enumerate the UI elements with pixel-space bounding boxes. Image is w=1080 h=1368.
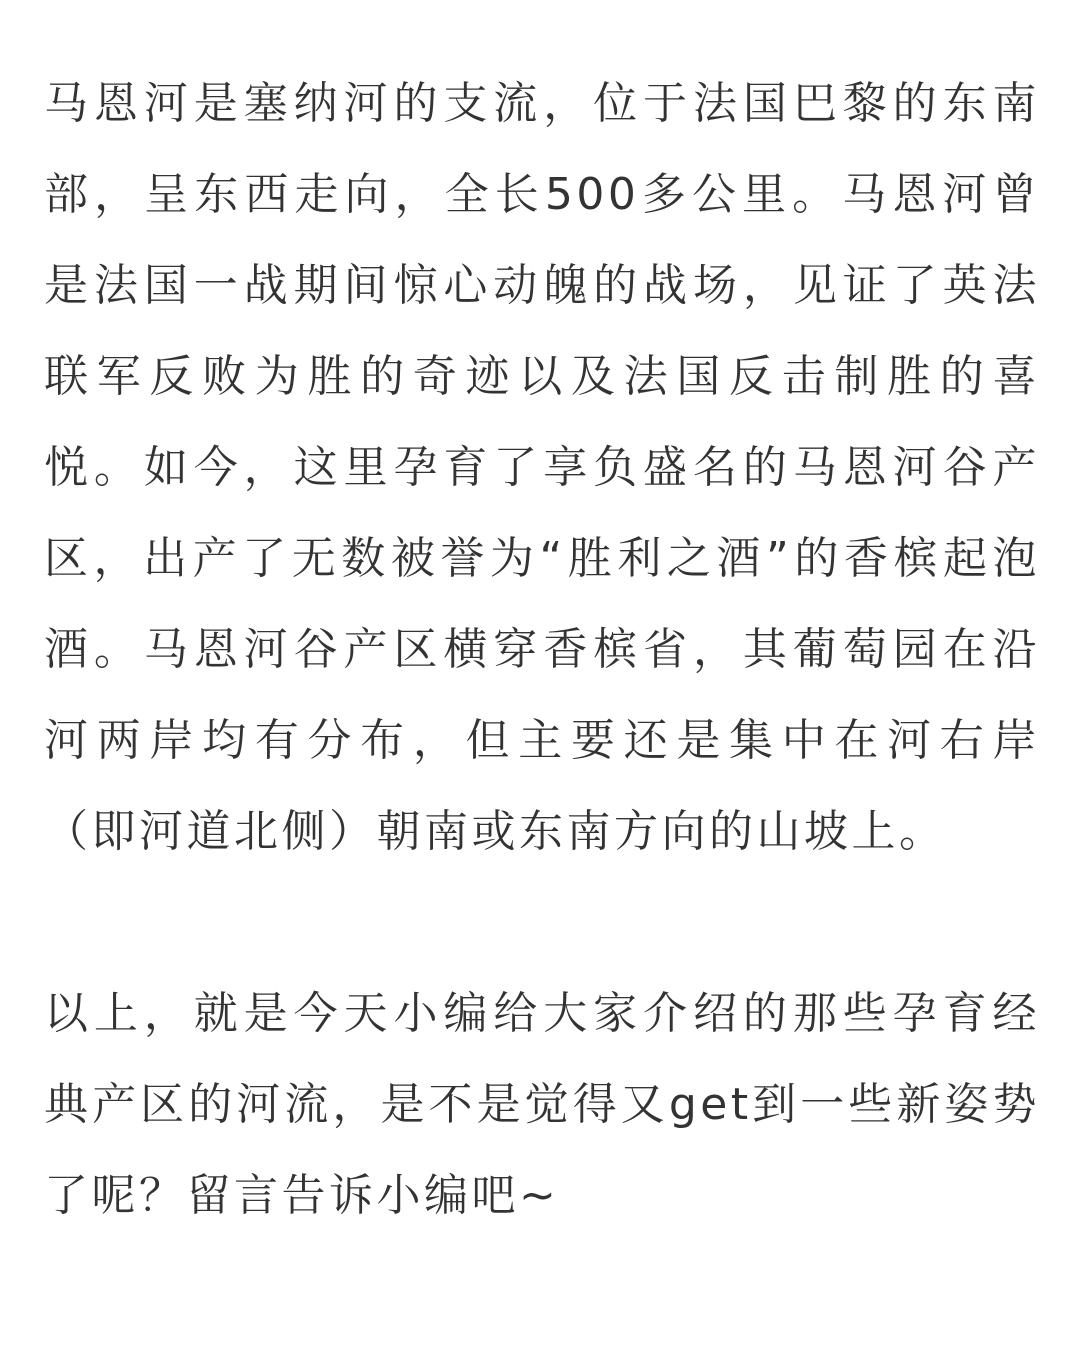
- paragraph-closing: 以上，就是今天小编给大家介绍的那些孕育经典产区的河流，是不是觉得又get到一些新姿势了呢？留言告诉小编吧~: [44, 988, 1040, 1221]
- paragraph-marne-river: 马恩河是塞纳河的支流，位于法国巴黎的东南部，呈东西走向，全长500多公里。马恩河曾是法国一战期间惊心动魄的战场，见证了英法联军反败为胜的奇迹以及法国反击制胜的喜悦。如今，这里孕育了享负盛名的马恩河谷产区，出产了无数被誉为“胜利之酒”的香槟起泡酒。马恩河谷产区横穿香槟省，其葡萄园在沿河两岸均有分布，但主要还是集中在河右岸（即河道北侧）朝南或东南方向的山坡上。: [44, 78, 1040, 857]
- article-body: [44, 58, 1040, 1241]
